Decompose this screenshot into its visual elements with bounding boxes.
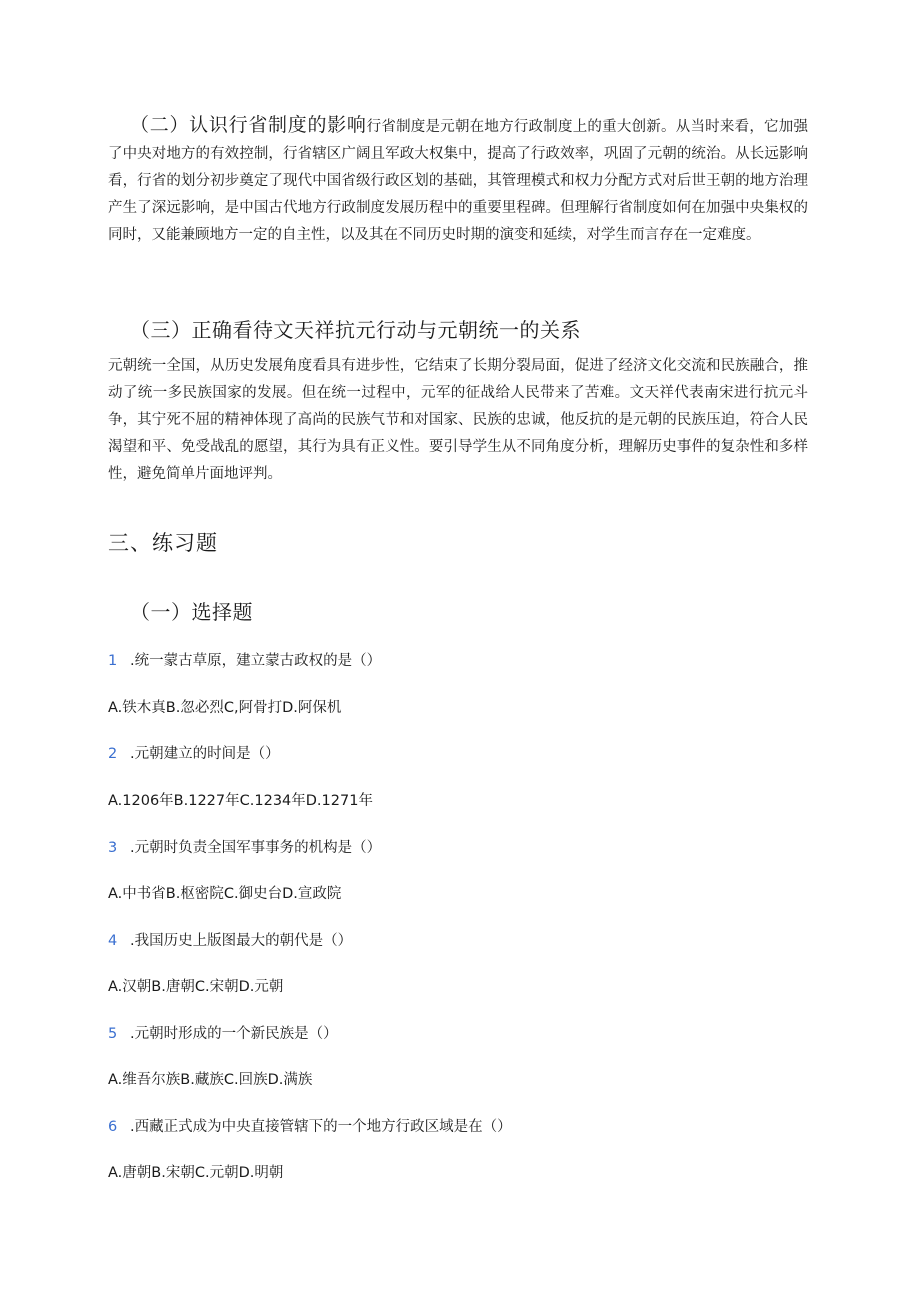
- question-3: [108, 836, 381, 857]
- question-4: [108, 929, 352, 950]
- question-text: .西藏正式成为中央直接管辖下的一个地方行政区域是在（）: [130, 1119, 512, 1135]
- question-number: 6: [108, 1119, 118, 1135]
- question-number: 1: [108, 653, 118, 669]
- section-3-heading: （三）正确看待文天祥抗元行动与元朝统一的关系: [130, 318, 581, 342]
- question-1: [108, 649, 381, 670]
- practice-heading: 三、练习题: [108, 531, 218, 555]
- question-3-options: A.中书省B.枢密院C.御史台D.宣政院: [108, 886, 342, 902]
- question-text: .元朝建立的时间是（）: [130, 746, 280, 762]
- question-4-options: A.汉朝B.唐朝C.宋朝D.元朝: [108, 979, 284, 995]
- question-2: [108, 742, 280, 763]
- question-text: .我国历史上版图最大的朝代是（）: [130, 933, 353, 949]
- section-3-body: 元朝统一全国，从历史发展角度看具有进步性，它结束了长期分裂局面，促进了经济文化交流和民族融合，推动了统一多民族国家的发展。但在统一过程中，元军的征战给人民带来了苦难。文天祥代表南宋进行抗元斗争，其宁死不屈的精神体现了高尚的民族气节和对国家、民族的忠诚，他反抗的是元朝的民族压迫，符合人民渴望和平、免受战乱的愿望，其行为具有正义性。要引导学生从不同角度分析，理解历史事件的复杂性和多样性，避免简单片面地评判。: [108, 358, 808, 482]
- question-1-options: A.铁木真B.忽必烈C,阿骨打D.阿保机: [108, 700, 342, 716]
- question-number: 4: [108, 933, 118, 949]
- question-2-options: A.1206年B.1227年C.1234年D.1271年: [108, 793, 373, 809]
- section-2-heading: （二）认识行省制度的影响: [130, 114, 367, 136]
- section-2-body: 行省制度是元朝在地方行政制度上的重大创新。从当时来看，它加强了中央对地方的有效控制，行省辖区广阔且军政大权集中，提高了行政效率，巩固了元朝的统治。从长远影响看，行省的划分初步奠定了现代中国省级行政区划的基础，其管理模式和权力分配方式对后世王朝的地方治理产生了深远影响，是中国古代地方行政制度发展历程中的重要里程碑。但理解行省制度如何在加强中央集权的同时，又能兼顾地方一定的自主性，以及其在不同历史时期的演变和延续，对学生而言存在一定难度。: [108, 119, 808, 243]
- question-number: 5: [108, 1026, 118, 1042]
- question-number: 3: [108, 840, 118, 856]
- question-number: 2: [108, 746, 118, 762]
- question-5: [108, 1022, 338, 1043]
- multiple-choice-heading: （一）选择题: [130, 600, 253, 624]
- question-text: .统一蒙古草原，建立蒙古政权的是（）: [130, 653, 382, 669]
- section-2-paragraph: [108, 112, 808, 249]
- question-text: .元朝时负责全国军事事务的机构是（）: [130, 840, 382, 856]
- question-6: [108, 1115, 512, 1136]
- question-text: .元朝时形成的一个新民族是（）: [130, 1026, 338, 1042]
- question-5-options: A.维吾尔族B.藏族C.回族D.满族: [108, 1072, 313, 1088]
- question-6-options: A.唐朝B.宋朝C.元朝D.明朝: [108, 1165, 284, 1181]
